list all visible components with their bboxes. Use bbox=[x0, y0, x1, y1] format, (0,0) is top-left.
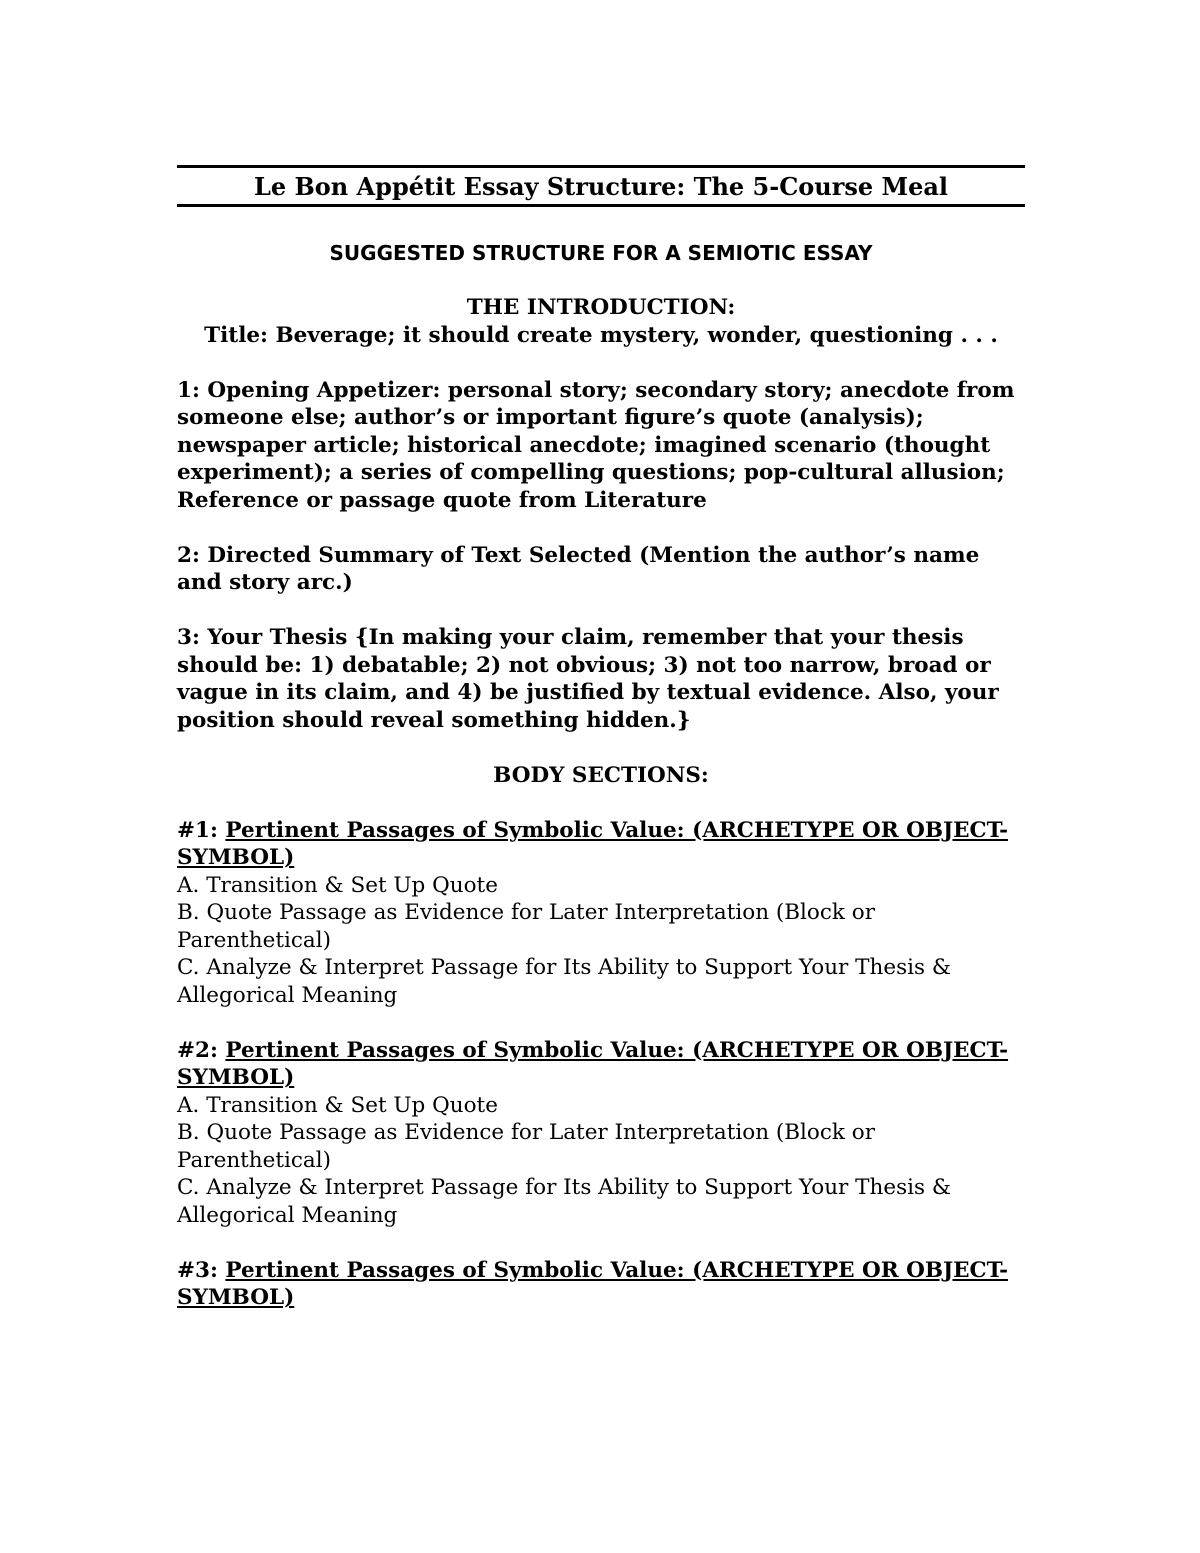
section-item: B. Quote Passage as Evidence for Later Interpretation (Block or Parenthetical) bbox=[177, 900, 876, 953]
section-title: Pertinent Passages of Symbolic Value: (ARCHETYPE OR OBJECT-SYMBOL) bbox=[177, 1257, 1009, 1310]
section-item: B. Quote Passage as Evidence for Later Interpretation (Block or Parenthetical) bbox=[177, 1120, 876, 1173]
introduction-point-3: 3: Your Thesis {In making your claim, remember that your thesis should be: 1) debatable; 2) not obvious; 3) not too narrow, broad or vague in its claim, and 4) be justified by textual evidence. Also, your position should reveal something hidden.} bbox=[177, 625, 999, 733]
body-section-1 bbox=[177, 817, 1025, 1010]
section-title: Pertinent Passages of Symbolic Value: (ARCHETYPE OR OBJECT-SYMBOL) bbox=[177, 1037, 1009, 1090]
body-section-3 bbox=[177, 1257, 1025, 1312]
section-number: #2: bbox=[177, 1037, 226, 1063]
section-item: A. Transition & Set Up Quote bbox=[177, 872, 498, 898]
section-item: A. Transition & Set Up Quote bbox=[177, 1092, 498, 1118]
document-title: Le Bon Appétit Essay Structure: The 5-Course Meal bbox=[177, 165, 1025, 207]
section-number: #3: bbox=[177, 1257, 226, 1283]
document-subtitle: SUGGESTED STRUCTURE FOR A SEMIOTIC ESSAY bbox=[329, 241, 873, 265]
section-number: #1: bbox=[177, 817, 226, 843]
body-section-heading bbox=[177, 1037, 1025, 1092]
section-item: C. Analyze & Interpret Passage for Its Ability to Support Your Thesis & Allegorical Meaning bbox=[177, 955, 951, 1008]
body-section-heading bbox=[177, 817, 1025, 872]
document-page bbox=[177, 165, 1025, 1312]
body-section-heading bbox=[177, 1257, 1025, 1312]
introduction-heading: THE INTRODUCTION: bbox=[466, 295, 736, 320]
section-item: C. Analyze & Interpret Passage for Its Ability to Support Your Thesis & Allegorical Meaning bbox=[177, 1175, 951, 1228]
introduction-point-2: 2: Directed Summary of Text Selected (Mention the author’s name and story arc.) bbox=[177, 542, 980, 595]
body-sections-heading: BODY SECTIONS: bbox=[493, 762, 709, 788]
section-title: Pertinent Passages of Symbolic Value: (ARCHETYPE OR OBJECT-SYMBOL) bbox=[177, 817, 1009, 870]
body-section-2 bbox=[177, 1037, 1025, 1230]
introduction-title-line: Title: Beverage; it should create mystery, wonder, questioning . . . bbox=[204, 322, 998, 348]
introduction-point-1: 1: Opening Appetizer: personal story; secondary story; anecdote from someone else; author’s or important figure’s quote (analysis); newspaper article; historical anecdote; imagined scenario (thought experiment); a series of compelling questions; pop-cultural allusion; Reference or passage quote from Literature bbox=[177, 377, 1015, 513]
